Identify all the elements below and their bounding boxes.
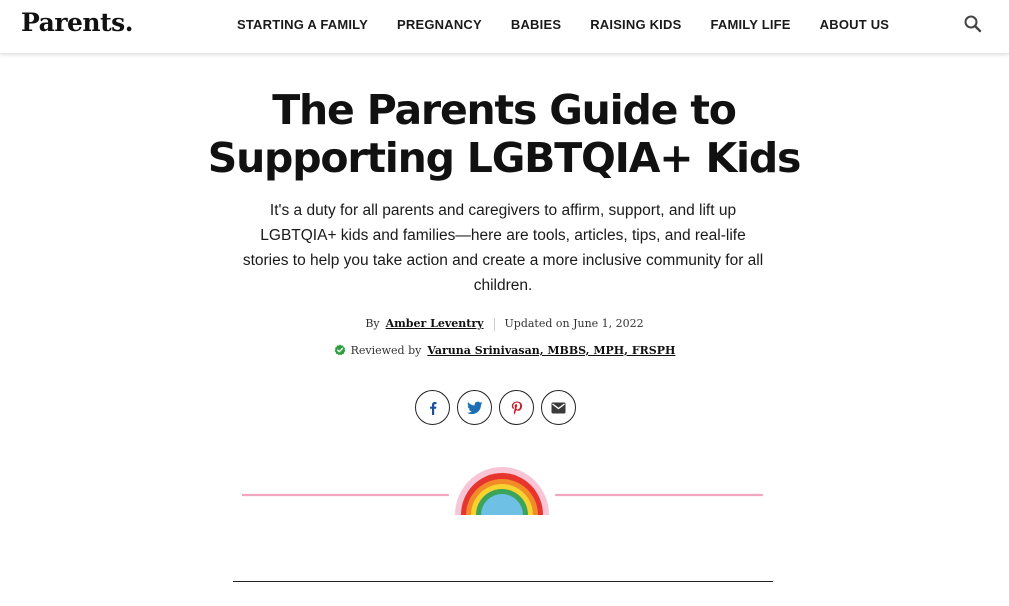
pinterest-share-button[interactable]	[499, 390, 534, 425]
facebook-share-button[interactable]	[415, 390, 450, 425]
pinterest-icon	[510, 401, 524, 415]
page-title: The Parents Guide to Supporting LGBTQIA+ Kids	[207, 86, 801, 182]
reviewed-prefix: Reviewed by	[350, 344, 422, 357]
main-nav	[237, 17, 918, 32]
nav-pregnancy[interactable]: PREGNANCY	[397, 17, 482, 32]
author-link[interactable]: Amber Leventry	[385, 317, 484, 330]
nav-raising-kids[interactable]: RAISING KIDS	[590, 17, 682, 32]
email-icon	[551, 402, 566, 414]
byline-prefix: By	[365, 317, 380, 330]
nav-family-life[interactable]: FAMILY LIFE	[710, 17, 791, 32]
twitter-icon	[467, 401, 483, 415]
site-header	[0, 0, 1009, 54]
parents-logo[interactable]: Parents.	[21, 8, 133, 37]
verified-check-icon	[334, 344, 346, 356]
twitter-share-button[interactable]	[457, 390, 492, 425]
search-icon[interactable]	[963, 14, 983, 34]
reviewed-by	[0, 344, 1009, 357]
nav-babies[interactable]: BABIES	[510, 17, 562, 32]
article-dek: It's a duty for all parents and caregivers to affirm, support, and lift up LGBTQIA+ kids and families—here are tools, articles, tips, and real-life stories to help you take action and create a more inclusive community for all children.	[242, 202, 764, 294]
byline-divider	[494, 318, 495, 331]
facebook-icon	[426, 401, 440, 415]
nav-starting-a-family[interactable]: STARTING A FAMILY	[237, 17, 368, 32]
email-share-button[interactable]	[541, 390, 576, 425]
share-bar	[415, 390, 576, 425]
section-divider	[233, 581, 773, 582]
updated-date: Updated on June 1, 2022	[504, 317, 644, 330]
reviewer-link[interactable]: Varuna Srinivasan, MBBS, MPH, FRSPH	[427, 344, 676, 357]
nav-about-us[interactable]: ABOUT US	[819, 17, 890, 32]
rainbow-divider	[242, 462, 763, 516]
byline	[0, 317, 1009, 331]
